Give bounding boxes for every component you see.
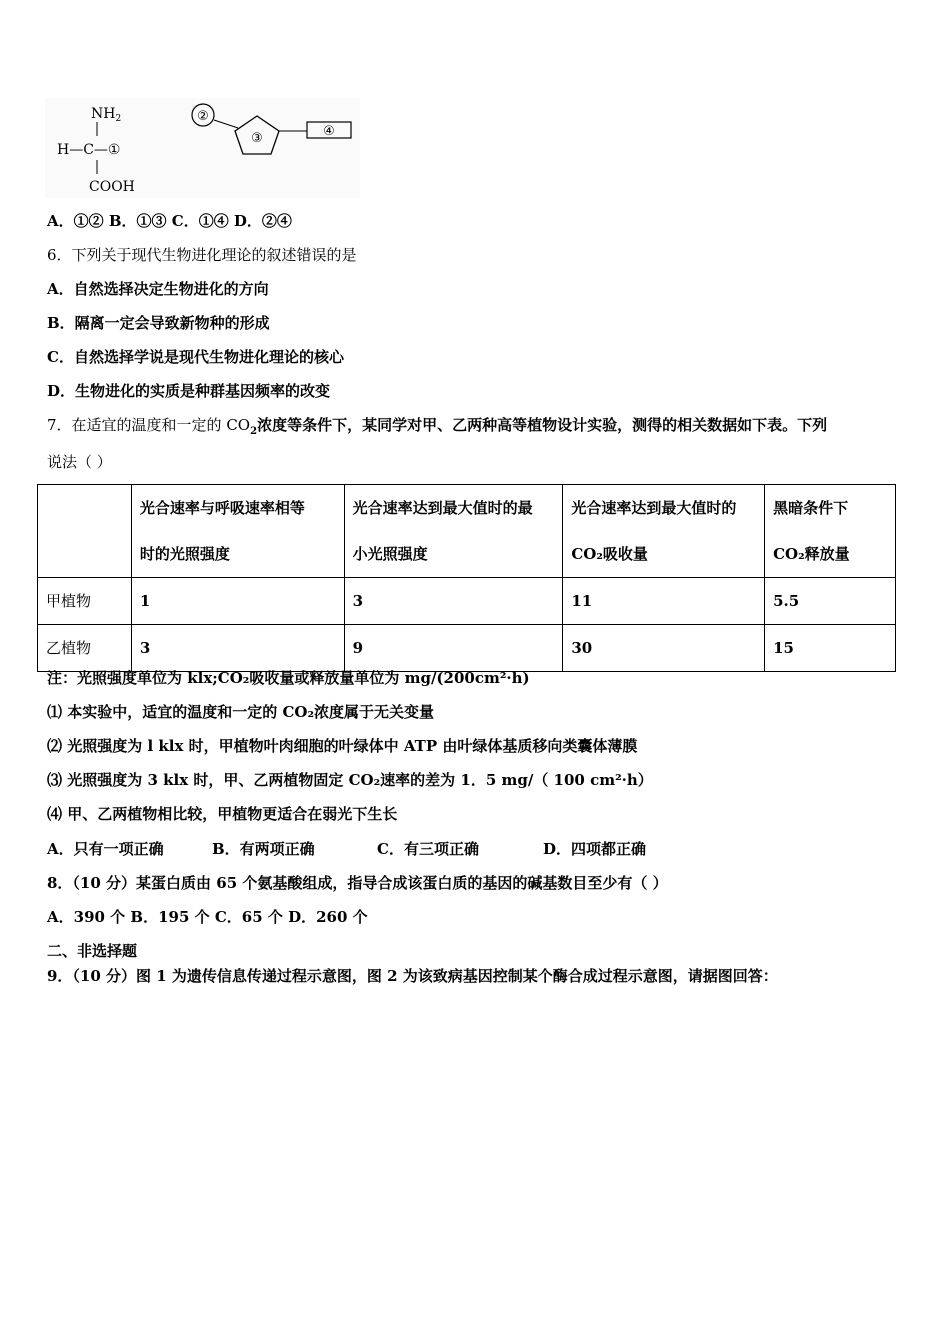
q6-option-c: C．自然选择学说是现代生物进化理论的核心 (47, 348, 344, 366)
amino-acid-nucleotide-diagram (45, 98, 360, 198)
label-2: ② (197, 109, 209, 124)
table-cell: 3 (131, 625, 344, 672)
q8-stem: 8．（10 分）某蛋白质由 65 个氨基酸组成，指导合成该蛋白质的基因的碱基数目至少有（ ） (47, 874, 668, 892)
table-cell: 3 (344, 578, 563, 625)
q7-statement-2: ⑵ 光照强度为 l klx 时，甲植物叶肉细胞的叶绿体中 ATP 由叶绿体基质移向类囊体薄膜 (47, 737, 638, 755)
table-header-row (38, 485, 896, 578)
central-carbon-label: H—C—① (57, 142, 121, 158)
q8-options: A．390 个 B．195 个 C．65 个 D．260 个 (47, 908, 368, 926)
table-row (38, 578, 896, 625)
q7-option-c: C．有三项正确 (377, 840, 479, 858)
q7-option-b: B．有两项正确 (212, 840, 315, 858)
table-cell: 9 (344, 625, 563, 672)
section-heading: 二、非选择题 (47, 942, 138, 960)
q7-option-a: A．只有一项正确 (47, 840, 164, 858)
header-cell: 黑暗条件下 CO₂释放量 (765, 485, 896, 578)
table-cell: 11 (563, 578, 765, 625)
table-cell: 5.5 (765, 578, 896, 625)
table-row (38, 625, 896, 672)
header-cell: 光合速率达到最大值时的最 小光照强度 (344, 485, 563, 578)
label-4: ④ (323, 124, 335, 139)
label-3: ③ (251, 131, 263, 146)
q7-statement-1: ⑴ 本实验中，适宜的温度和一定的 CO₂浓度属于无关变量 (47, 703, 435, 721)
row-label: 甲植物 (38, 578, 132, 625)
header-cell: 光合速率与呼吸速率相等 时的光照强度 (131, 485, 344, 578)
table-cell: 30 (563, 625, 765, 672)
q7-option-d: D．四项都正确 (543, 840, 647, 858)
header-cell: 光合速率达到最大值时的 CO₂吸收量 (563, 485, 765, 578)
table-cell: 1 (131, 578, 344, 625)
q7-statement-4: ⑷ 甲、乙两植物相比较，甲植物更适合在弱光下生长 (47, 805, 398, 823)
question-figure (45, 98, 360, 198)
table-cell: 15 (765, 625, 896, 672)
q9-stem: 9．（10 分）图 1 为遗传信息传递过程示意图，图 2 为该致病基因控制某个酶合成过程示意图，请据图回答： (47, 967, 778, 985)
q7-stem-line2: 说法（ ） (47, 453, 112, 471)
q7-note: 注：光照强度单位为 klx;CO₂吸收量或释放量单位为 mg/(200cm²·h) (47, 669, 530, 687)
header-cell-empty (38, 485, 132, 578)
q6-option-a: A．自然选择决定生物进化的方向 (47, 280, 269, 298)
q7-statement-3: ⑶ 光照强度为 3 klx 时，甲、乙两植物固定 CO₂速率的差为 1．5 mg/（ 100 cm²·h） (47, 771, 653, 789)
row-label: 乙植物 (38, 625, 132, 672)
q5-options: A．①② B．①③ C．①④ D．②④ (47, 212, 292, 230)
amino-group-label: $NH_2$ (91, 106, 122, 124)
q6-option-d: D．生物进化的实质是种群基因频率的改变 (47, 382, 331, 400)
q7-data-table (37, 484, 896, 672)
q6-stem: 6．下列关于现代生物进化理论的叙述错误的是 (47, 246, 357, 264)
q7-stem-line1: 7．在适宜的温度和一定的 $CO_2$浓度等条件下，某同学对甲、乙两种高等植物设计实验，测得的相关数据如下表。下列 (47, 416, 828, 437)
q6-option-b: B．隔离一定会导致新物种的形成 (47, 314, 270, 332)
carboxyl-group-label: COOH (89, 179, 135, 195)
